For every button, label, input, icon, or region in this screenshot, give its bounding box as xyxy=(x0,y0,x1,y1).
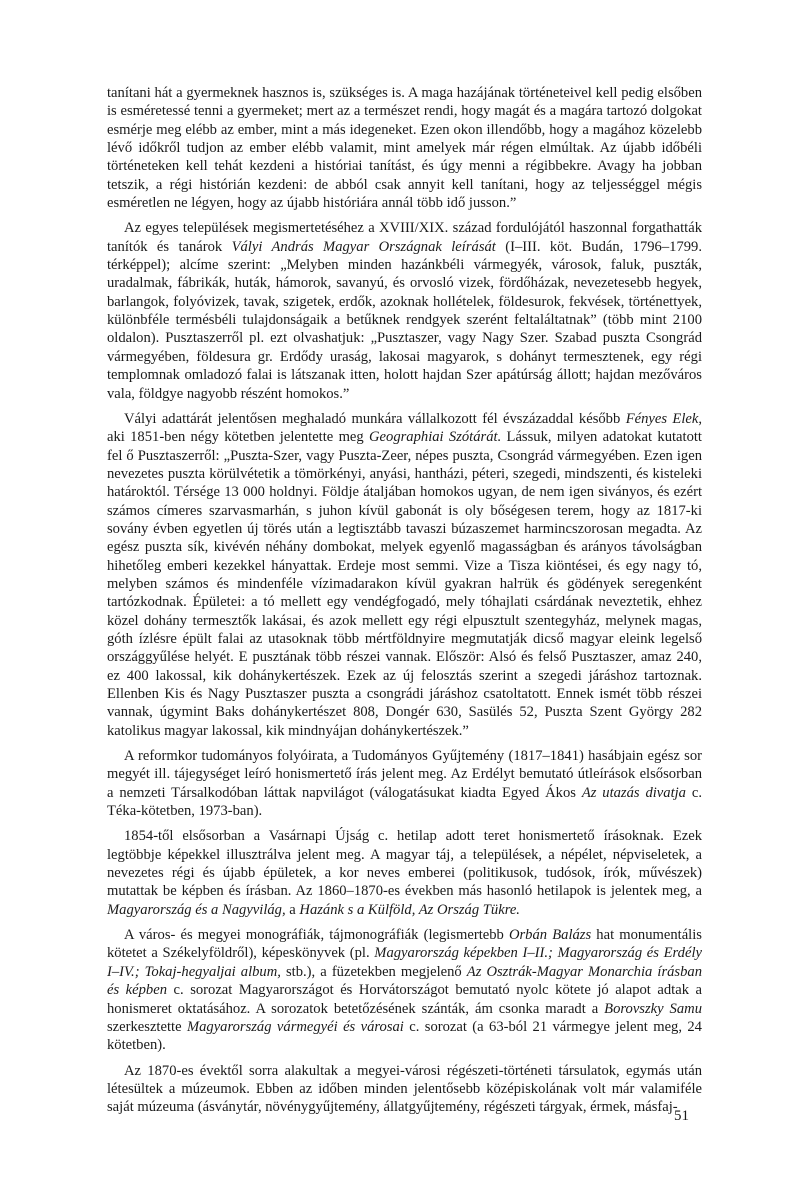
paragraph-text: szerkesztette xyxy=(107,1018,187,1035)
paragraph-text: c. sorozat Magyarországot és Horvátországot bemutató nyolc kötete jó alapot adtak a honismeret oktatásához. A sorozatok betetőzésének szánták, ám csonka maradt a xyxy=(107,982,702,1017)
paragraph-text: hat monumentális kötetet a Székelyföldről), képeskönyvek (pl. xyxy=(107,927,702,962)
paragraph-text: Vályi adattárát jelentősen meghaladó munkára vállalkozott fél évszázaddal később xyxy=(124,410,626,427)
book-title: Az Osztrák-Magyar Monarchia írásban és képben xyxy=(107,963,702,999)
page-body xyxy=(107,84,702,1124)
book-title: Magyarország vármegyéi és városai xyxy=(186,1018,404,1035)
paragraph-text: Az 1870-es évektől sorra alakultak a megyei-városi régészeti-történeti társulatok, egymás után létesültek a múzeumok. Ebben az időben minden jelentősebb középiskolának volt már valamiféle saját múzeuma (ásványtár, növénygyűjtemény, állatgyűjtemény, régészeti tárgyak, érmek, másfaj- xyxy=(107,1062,702,1116)
paragraph-5 xyxy=(107,827,702,919)
paragraph-text: A reformkor tudományos folyóirata, a Tudományos Gyűjtemény (1817–1841) hasábjain egész sor megyét ill. tájegységet leíró honismertető írás jelent meg. Az Erdélyt bemutató útleírások elsősorban a nemzeti Társalkodóban láttak napvilágot (válogatásukat kiadta Egyed Ákos xyxy=(107,748,702,801)
author-name: Orbán Balázs xyxy=(508,927,592,944)
periodical-title: Hazánk s a Külföld, Az Ország Tükre. xyxy=(299,901,520,918)
paragraph-1 xyxy=(107,84,702,212)
paragraph-text: c. Téka-kötetben, 1973-ban). xyxy=(107,784,702,820)
periodical-title: Magyarország és a Nagyvilág, xyxy=(107,901,286,918)
paragraph-text: , aki 1851-ben négy kötetben jelentette meg xyxy=(107,410,702,446)
book-title: Az utazás divatja xyxy=(581,784,686,801)
paragraph-text: (I–III. köt. Budán, 1796–1799. térképpel); alcíme szerint: „Melyben minden hazánkbéli vármegyék, városok, faluk, puszták, uradalmak, fábrikák, huták, hámorok, savanyú, és orvosló vizek, fördőházak, nevezetesebb hegyek, barlangok, folyóvizek, tavak, szigetek, erdők, azoknak hollételek, földesurok, fekvések, történettyek, különbféle termésbéli tulajdonságaik a betűknek rendgyek szerént feltaláltatnak” (több mint 2100 oldalon). Pusztaszerről pl. ezt olvashatjuk: „Pusztaszer, vagy Nagy Szer. Szabad puszta Csongrád vármegyében, földesura gr. Erdődy uraság, lakosai magyarok, s dohányt termesztenek, egy régi templomnak omladozó falai is látszanak itten, holott hajdan Szer apátúrság állott; hajdan mezőváros vala, földgye nagyobb részént homokos.” xyxy=(107,238,702,402)
paragraph-text: A város- és megyei monográfiák, tájmonográfiák (legismertebb xyxy=(124,927,509,944)
book-title: Vályi András Magyar Országnak leírását xyxy=(231,238,496,255)
paragraph-text: 1854-től elsősorban a Vasárnapi Újság c. hetilap adott teret honismertető írásoknak. Ezek legtöbbje képekkel illusztrálva jelent meg. A magyar táj, a települések, a népélet, népviseletek, a nevezetes régi és újabb épületek, a kor neves emberei (politikusok, tudósok, írók, művészek) mutattak be képben és írásban. Az 1860–1870-es években más hasonló hetilapok is jelentek meg, a xyxy=(107,828,702,900)
paragraph-3 xyxy=(107,410,702,740)
author-name: Fényes Elek xyxy=(625,410,699,427)
paragraph-text: c. sorozat (a 63-ból 21 vármegye jelent meg, 24 kötetben). xyxy=(107,1018,702,1054)
book-title: Magyarország képekben I–II.; Magyarország és Erdély I–IV.; Tokaj-hegyaljai album, xyxy=(107,945,702,980)
paragraph-text: a xyxy=(285,901,300,918)
paragraph-6 xyxy=(107,926,702,1054)
paragraph-7 xyxy=(107,1062,702,1117)
paragraph-text: stb.), a füzetekben megjelenő xyxy=(280,963,467,980)
author-name: Borovszky Samu xyxy=(604,1000,702,1017)
paragraph-text: tanítani hát a gyermeknek hasznos is, szükséges is. A maga hazájának történeteivel kell pedig elsőben is esméretessé tenni a gyermeket; mert az a természet rendi, hogy magát és a magára tartozó dolgokat esmérje meg elébb az ember, mint a más idegeneket. Ezen okon illendőbb, hogy a magához közelebb lévő időkről tudjon az ember elébb valamit, mint amelyek már régen elmúltak. Az újabb időbéli történeteken kell tehát kezdeni a históriai tanítást, és úgy menni a régibbekre. Avagy ha jobban tetszik, a régi histórián kezdeni: de abból csak annyit kell tanítani, hogy az teljességgel mégis esméretlen ne légyen, hogy az újabb históriára annál több idő jusson.” xyxy=(107,85,702,212)
paragraph-text: Lássuk, milyen adatokat kutatott fel ő Pusztaszerről: „Puszta-Szer, vagy Puszta-Zeer, népes puszta, Csongrád vármegyében. Ezen igen nevezetes puszta körülvétetik a tömörkényi, anyási, hantházi, péteri, szegedi, mindszenti, és kisteleki határoktól. Térsége 13 000 holdnyi. Földje átaljában homokos ugyan, de nem igen siványos, és ezért számos címeres szarvasmarhán, s juhon kívül gabonát is oly bőségesen terem, hogy az 1817-ki sovány évben egyetlen új törés után a legtisztább tavaszi búzaszemet harmincszorosan megadta. Az egész puszta sík, kivévén néhány dombokat, melyek egyenlő magasságban és arányos távolságban hihetőleg emberi kezekkel hányattak. Erdeje most semmi. Vize a Tisza kiöntései, és egy nagy tó, melyben számos és mindenféle vízimadarakon kívül gyakran halтük és gödények seregenként tartózkodnak. Épületei: a tó mellett egy vendégfogadó, mely tóhajlati csárdának neveztetik, ehhez közel dohány termesztők lakásai, és azok mellett egy régi elpusztult szentegyház, melynek magas, góth ízlésre épült falai az utasoknak több mértföldnyire megmutatják dicső magyar eleink legelső országgyűlése helyét. E pusztának több részei vannak. Először: Alsó és felső Pusztaszer, amaz 240, ez 400 lakossal, kik dohánykertészek. Ezek az új felosztás szerint a szegedi járáshoz tartoznak. Ellenben Kis és Nagy Pusztaszer puszta a csongrádi járáshoz csatoltatott. Ennek ismét több részei vannak, úgymint Baks dohánykertészet 808, Dongér 630, Sasülés 52, Puszta Szent György 282 katolikus magyar lakossal, kik mindnyájan dohánykertészek.” xyxy=(107,429,702,739)
book-title: Geographiai Szótárát. xyxy=(369,429,502,446)
paragraph-text: Az egyes települések megismertetéséhez a XVIII/XIX. század fordulójától haszonnal forgathatták tanítók és tanárok xyxy=(107,220,702,255)
paragraph-4 xyxy=(107,747,702,820)
paragraph-2 xyxy=(107,219,702,402)
page-number: 51 xyxy=(674,1108,689,1124)
